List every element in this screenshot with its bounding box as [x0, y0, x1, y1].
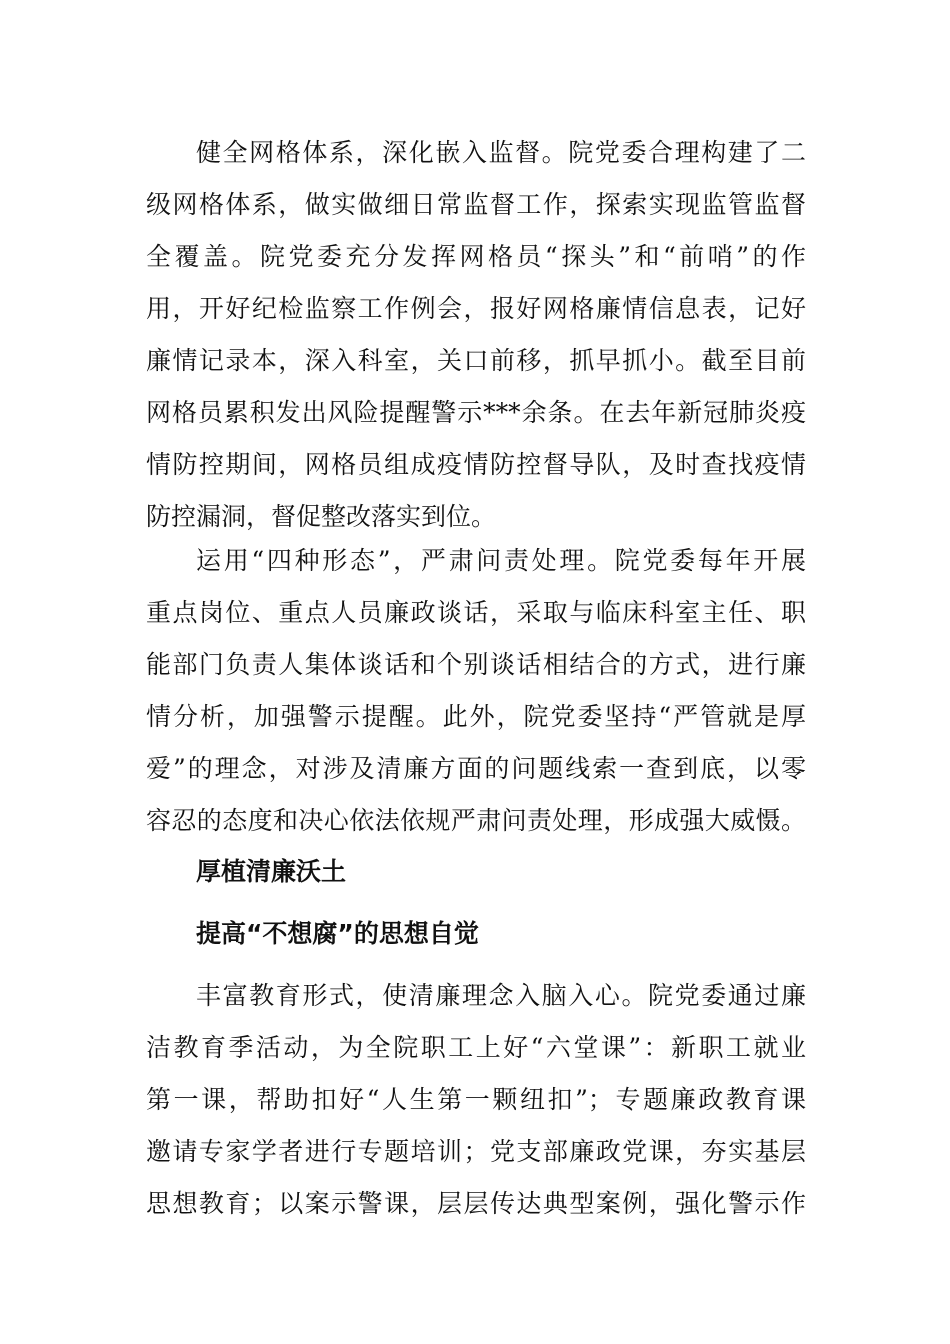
text-line: 运用“四种形态”，严肃问责处理。院党委每年开展	[196, 546, 806, 575]
text-line: 廉情记录本，深入科室，关口前移，抓早抓小。截至目前	[146, 346, 806, 375]
text-line: 洁教育季活动，为全院职工上好“六堂课”：新职工就业	[146, 1033, 806, 1062]
text-line: 防控漏洞，督促整改落实到位。	[146, 502, 497, 531]
text-line: 情防控期间，网格员组成疫情防控督导队，及时查找疫情	[146, 450, 806, 479]
text-line: 邀请专家学者进行专题培训；党支部廉政党课，夯实基层	[146, 1137, 806, 1166]
text-line: 丰富教育形式，使清廉理念入脑入心。院党委通过廉	[196, 981, 806, 1010]
text-line: 第一课，帮助扣好“人生第一颗纽扣”；专题廉政教育课	[146, 1085, 806, 1114]
text-line: 重点岗位、重点人员廉政谈话，采取与临床科室主任、职	[146, 598, 806, 627]
text-line: 网格员累积发出风险提醒警示***余条。在去年新冠肺炎疫	[146, 398, 806, 427]
text-line: 爱”的理念，对涉及清廉方面的问题线索一查到底，以零	[146, 754, 806, 783]
text-line: 全覆盖。院党委充分发挥网格员“探头”和“前哨”的作	[146, 242, 806, 271]
text-line: 情分析，加强警示提醒。此外，院党委坚持“严管就是厚	[146, 702, 806, 731]
section-heading: 厚植清廉沃土	[196, 857, 347, 886]
text-line: 思想教育；以案示警课，层层传达典型案例，强化警示作	[146, 1189, 806, 1218]
text-line: 容忍的态度和决心依法依规严肃问责处理，形成强大威慑。	[146, 806, 806, 835]
text-line: 能部门负责人集体谈话和个别谈话相结合的方式，进行廉	[146, 650, 806, 679]
subsection-heading: 提高“不想腐”的思想自觉	[196, 919, 479, 948]
text-line: 级网格体系，做实做细日常监督工作，探索实现监管监督	[146, 190, 806, 219]
text-line: 用，开好纪检监察工作例会，报好网格廉情信息表，记好	[146, 294, 806, 323]
text-line: 健全网格体系，深化嵌入监督。院党委合理构建了二	[196, 138, 806, 167]
